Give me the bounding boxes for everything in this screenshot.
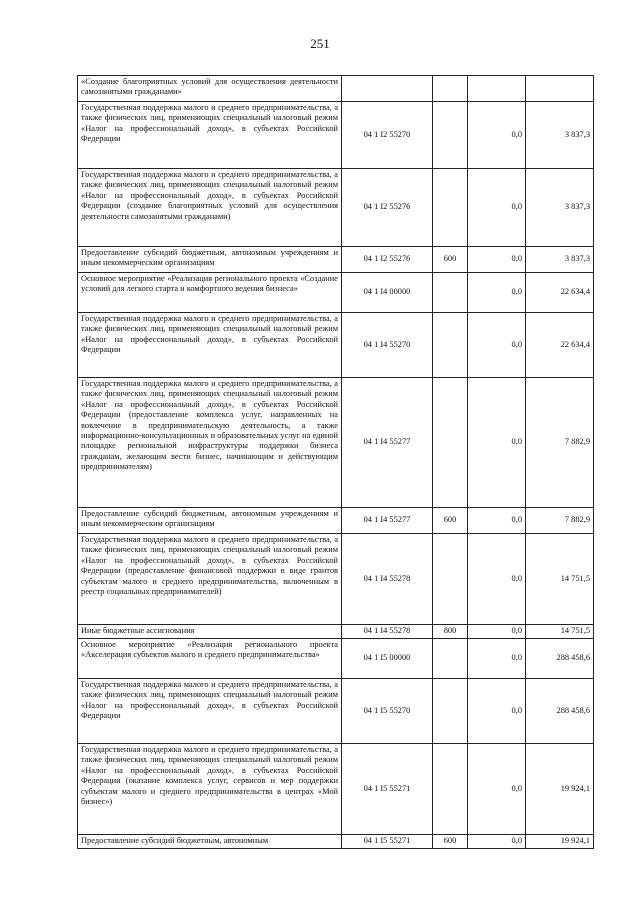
row-value-1: 0,0 <box>468 313 526 378</box>
row-name: Государственная поддержка малого и среднего предпринимательства, а также физических лиц, применяющих специальный налоговый режим «Налог на профессиональный доход», в субъектах Российской Федерации (предоставление комплекса услуг, направленных на вовлечение в предпринимательскую деятельность, а также информационно-консультационных и образовательных услуг на единой площадке региональной инфраструктуры поддержки бизнеса гражданам, желающим вести бизнес, начинающим и действующим предпринимателям) <box>78 378 342 508</box>
row-value-1: 0,0 <box>468 625 526 639</box>
row-value-2: 19 924,1 <box>526 835 594 849</box>
row-type <box>433 639 468 679</box>
row-code: 04 1 I2 55276 <box>342 169 433 247</box>
table-row <box>78 247 594 273</box>
table-row <box>78 534 594 625</box>
row-value-1: 0,0 <box>468 639 526 679</box>
table-row <box>78 273 594 313</box>
row-code: 04 1 I5 55270 <box>342 679 433 744</box>
row-value-2: 288 458,6 <box>526 679 594 744</box>
row-value-2 <box>526 76 594 102</box>
row-name: «Создание благоприятных условий для осуществления деятельности самозанятыми гражданами» <box>78 76 342 102</box>
row-code: 04 1 I5 55271 <box>342 744 433 835</box>
row-type <box>433 679 468 744</box>
row-value-1: 0,0 <box>468 273 526 313</box>
row-name: Предоставление субсидий бюджетным, автономным <box>78 835 342 849</box>
table-row <box>78 378 594 508</box>
row-code: 04 1 I4 55270 <box>342 313 433 378</box>
row-code: 04 1 I4 55277 <box>342 378 433 508</box>
row-type <box>433 273 468 313</box>
row-value-2: 7 882,9 <box>526 508 594 534</box>
row-value-2: 19 924,1 <box>526 744 594 835</box>
row-value-1 <box>468 76 526 102</box>
table-row <box>78 625 594 639</box>
row-value-1: 0,0 <box>468 169 526 247</box>
row-code: 04 1 I5 00000 <box>342 639 433 679</box>
row-type <box>433 76 468 102</box>
row-type: 600 <box>433 835 468 849</box>
row-type <box>433 378 468 508</box>
row-name: Государственная поддержка малого и среднего предпринимательства, а также физических лиц, применяющих специальный налоговый режим «Налог на профессиональный доход», в субъектах Российской Федерации <box>78 679 342 744</box>
row-code: 04 1 I4 55278 <box>342 625 433 639</box>
row-type: 600 <box>433 247 468 273</box>
table-row <box>78 169 594 247</box>
row-type <box>433 744 468 835</box>
row-code: 04 1 I2 55270 <box>342 102 433 169</box>
row-value-2: 22 634,4 <box>526 313 594 378</box>
row-value-2: 3 837,3 <box>526 247 594 273</box>
row-code: 04 1 I4 00000 <box>342 273 433 313</box>
row-type <box>433 169 468 247</box>
table-row <box>78 102 594 169</box>
row-value-2: 7 882,9 <box>526 378 594 508</box>
row-value-1: 0,0 <box>468 835 526 849</box>
row-name: Государственная поддержка малого и среднего предпринимательства, а также физических лиц, применяющих специальный налоговый режим «Налог на профессиональный доход», в субъектах Российской Федерации (создание благоприятных условий для осуществления деятельности самозанятыми гражданами) <box>78 169 342 247</box>
row-value-1: 0,0 <box>468 247 526 273</box>
row-name: Предоставление субсидий бюджетным, автономным учреждениям и иным некоммерческим организациям <box>78 247 342 273</box>
row-code: 04 1 I4 55278 <box>342 534 433 625</box>
row-value-2: 288 458,6 <box>526 639 594 679</box>
row-value-1: 0,0 <box>468 378 526 508</box>
row-code: 04 1 I4 55277 <box>342 508 433 534</box>
table-row <box>78 76 594 102</box>
row-name: Основное мероприятие «Реализация регионального проекта «Акселерация субъектов малого и среднего предпринимательства» <box>78 639 342 679</box>
row-value-1: 0,0 <box>468 744 526 835</box>
row-code <box>342 76 433 102</box>
row-code: 04 1 I2 55276 <box>342 247 433 273</box>
row-type <box>433 534 468 625</box>
budget-table <box>77 75 594 849</box>
row-value-1: 0,0 <box>468 679 526 744</box>
row-name: Государственная поддержка малого и среднего предпринимательства, а также физических лиц, применяющих специальный налоговый режим «Налог на профессиональный доход», в субъектах Российской Федерации <box>78 313 342 378</box>
table-row <box>78 835 594 849</box>
row-value-2: 14 751,5 <box>526 534 594 625</box>
row-value-2: 3 837,3 <box>526 169 594 247</box>
table-row <box>78 313 594 378</box>
row-name: Государственная поддержка малого и среднего предпринимательства, а также физических лиц, применяющих специальный налоговый режим «Налог на профессиональный доход», в субъектах Российской Федерации (предоставление финансовой поддержки в виде грантов субъектам малого и среднего предпринимательства, включенным в реестр социальных предпринимателей) <box>78 534 342 625</box>
row-code: 04 1 I5 55271 <box>342 835 433 849</box>
row-value-2: 22 634,4 <box>526 273 594 313</box>
row-name: Государственная поддержка малого и среднего предпринимательства, а также физических лиц, применяющих специальный налоговый режим «Налог на профессиональный доход», в субъектах Российской Федерации <box>78 102 342 169</box>
row-name: Иные бюджетные ассигнования <box>78 625 342 639</box>
row-type <box>433 313 468 378</box>
page-number: 251 <box>310 36 330 51</box>
row-type: 800 <box>433 625 468 639</box>
table-row <box>78 679 594 744</box>
table-row <box>78 639 594 679</box>
row-type <box>433 102 468 169</box>
row-name: Основное мероприятие «Реализация регионального проекта «Создание условий для легкого старта и комфортного ведения бизнеса» <box>78 273 342 313</box>
row-name: Предоставление субсидий бюджетным, автономным учреждениям и иным некоммерческим организациям <box>78 508 342 534</box>
row-value-1: 0,0 <box>468 534 526 625</box>
row-type: 600 <box>433 508 468 534</box>
table-row <box>78 508 594 534</box>
table-row <box>78 744 594 835</box>
row-value-2: 3 837,3 <box>526 102 594 169</box>
row-value-1: 0,0 <box>468 508 526 534</box>
row-name: Государственная поддержка малого и среднего предпринимательства, а также физических лиц, применяющих специальный налоговый режим «Налог на профессиональный доход», в субъектах Российской Федерации (оказание комплекса услуг, сервисов и мер поддержки субъектам малого и среднего предпринимательства в центрах «Мой бизнес») <box>78 744 342 835</box>
row-value-2: 14 751,5 <box>526 625 594 639</box>
row-value-1: 0,0 <box>468 102 526 169</box>
